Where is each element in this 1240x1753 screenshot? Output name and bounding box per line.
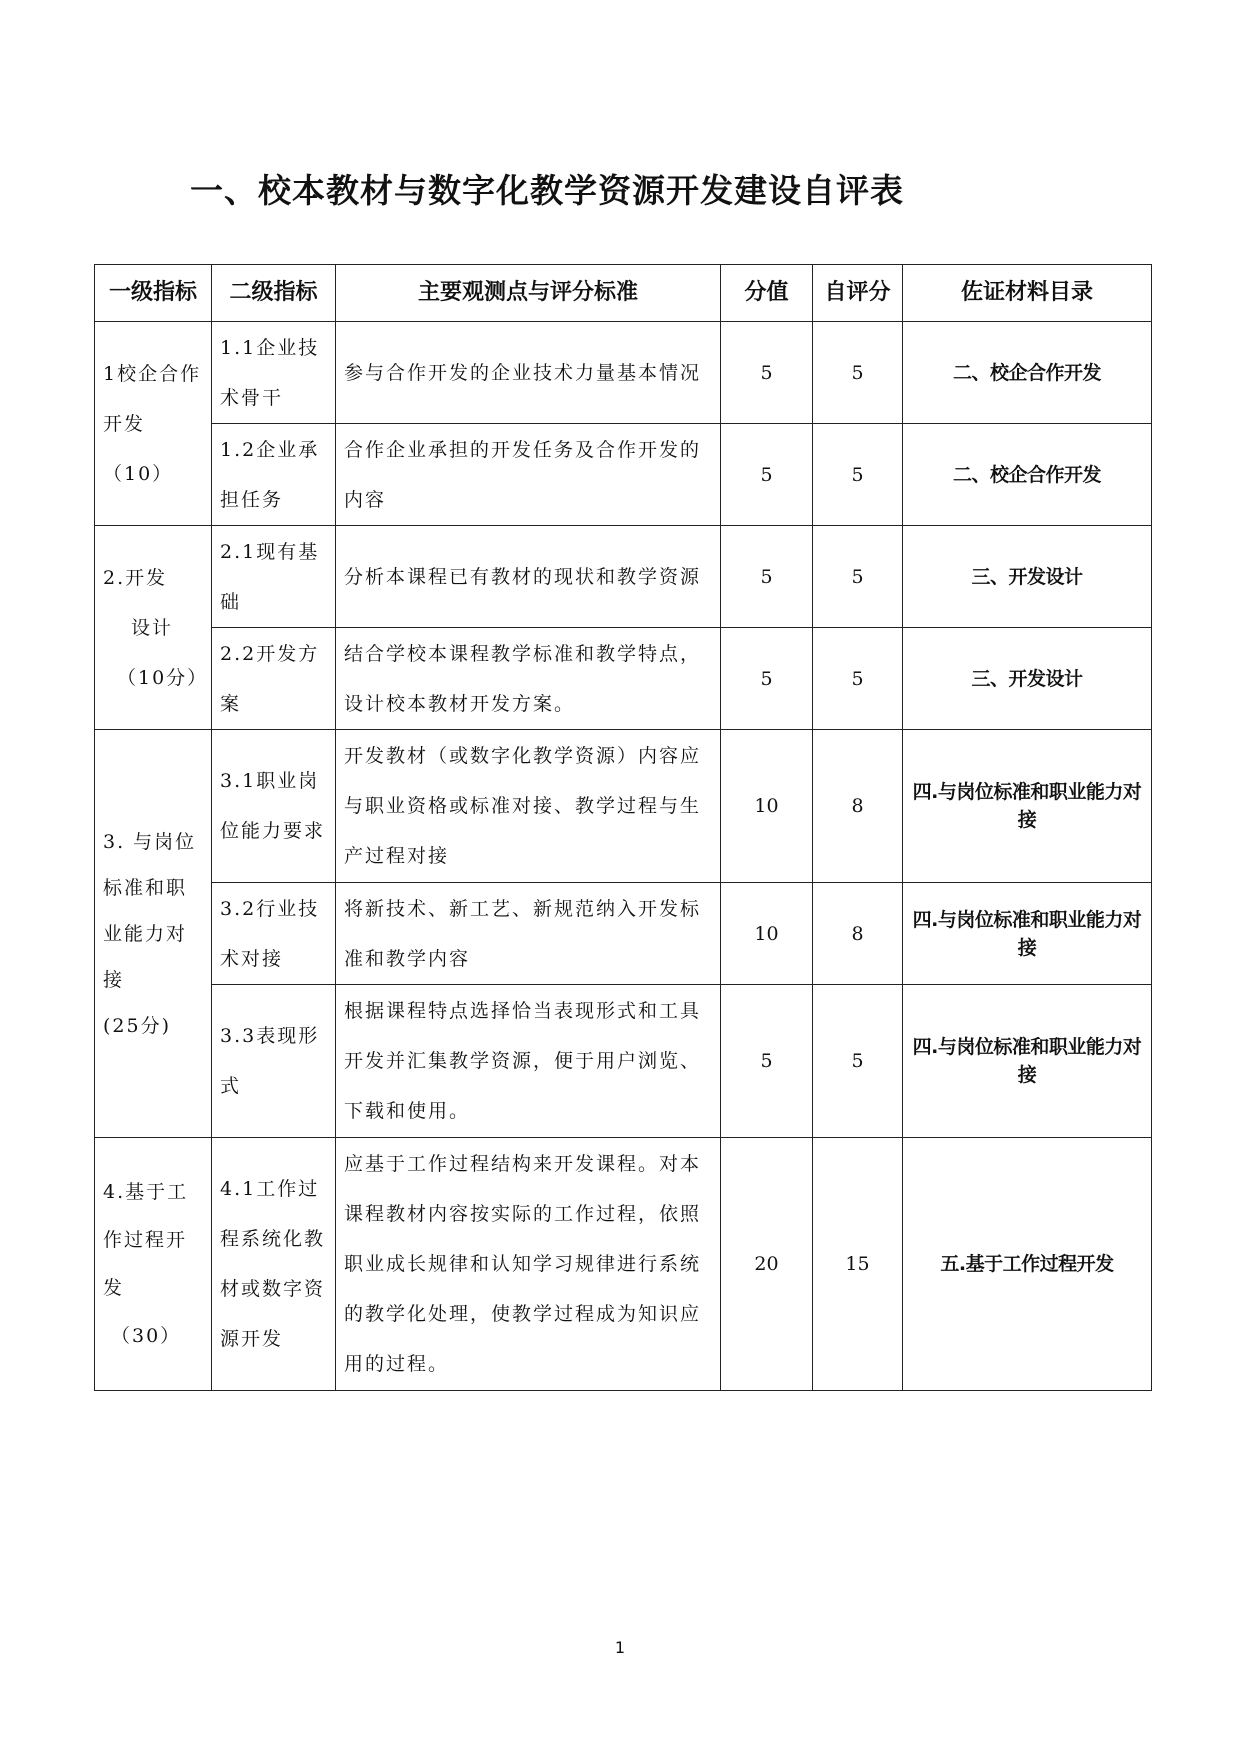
header-self-score: 自评分: [813, 265, 903, 322]
level1-indicator-line: 发: [103, 1277, 125, 1299]
level1-indicator-line: 标准和职: [103, 876, 188, 899]
standard-text: 将新技术、新工艺、新规范纳入开发标准和教学内容: [336, 883, 721, 985]
evidence-catalog: 五.基于工作过程开发: [903, 1138, 1152, 1391]
score-value: 5: [721, 526, 813, 628]
level1-indicator: [95, 730, 212, 1138]
self-score-value: 5: [813, 628, 903, 730]
level1-indicator-line: 4.基于工: [103, 1181, 189, 1203]
standard-text: 结合学校本课程教学标准和教学特点，设计校本教材开发方案。: [336, 628, 721, 730]
level1-indicator-line: （10分）: [117, 666, 209, 689]
score-value: 5: [721, 424, 813, 526]
self-score-value: 5: [813, 526, 903, 628]
score-value: 20: [721, 1138, 813, 1391]
level1-indicator: [95, 322, 212, 526]
level2-indicator: 1.1企业技术骨干: [212, 322, 336, 424]
evidence-catalog: 三、开发设计: [903, 526, 1152, 628]
header-standard: 主要观测点与评分标准: [336, 265, 721, 322]
header-score: 分值: [721, 265, 813, 322]
level2-indicator: 2.2开发方案: [212, 628, 336, 730]
evidence-catalog: 二、校企合作开发: [903, 322, 1152, 424]
page-number: 1: [614, 1638, 626, 1657]
standard-text: 根据课程特点选择恰当表现形式和工具开发并汇集教学资源，便于用户浏览、下载和使用。: [336, 985, 721, 1138]
self-score-value: 8: [813, 883, 903, 985]
header-level1: 一级指标: [95, 265, 212, 322]
evidence-catalog: 四.与岗位标准和职业能力对接: [903, 730, 1152, 883]
standard-text: 分析本课程已有教材的现状和教学资源: [336, 526, 721, 628]
header-row: [95, 265, 1152, 322]
level1-indicator-line: (25分): [103, 1014, 172, 1037]
level1-indicator-line: 开发（10）: [103, 412, 174, 485]
level2-indicator: 4.1工作过程系统化教材或数字资源开发: [212, 1138, 336, 1391]
level1-indicator-line: 接: [103, 968, 125, 991]
table-row: [95, 883, 1152, 985]
score-value: 10: [721, 730, 813, 883]
level1-indicator-line: 作过程开: [103, 1229, 188, 1251]
table-row: [95, 730, 1152, 883]
evidence-catalog: 三、开发设计: [903, 628, 1152, 730]
score-value: 5: [721, 985, 813, 1138]
level1-indicator-line: 1校企合作: [103, 362, 202, 385]
level1-indicator-line: （30）: [111, 1325, 182, 1347]
score-value: 10: [721, 883, 813, 985]
level2-indicator: 3.3表现形式: [212, 985, 336, 1138]
level2-indicator: 3.2行业技术对接: [212, 883, 336, 985]
header-level2: 二级指标: [212, 265, 336, 322]
self-score-value: 15: [813, 1138, 903, 1391]
level2-indicator: 2.1现有基础: [212, 526, 336, 628]
level1-indicator-line: 2.开发: [103, 566, 168, 589]
table-row: [95, 985, 1152, 1138]
page-title: 一、校本教材与数字化教学资源开发建设自评表: [190, 171, 904, 210]
standard-text: 合作企业承担的开发任务及合作开发的内容: [336, 424, 721, 526]
table-row: [95, 628, 1152, 730]
level1-indicator-line: 设计: [131, 616, 174, 639]
table-row: [95, 322, 1152, 424]
score-value: 5: [721, 322, 813, 424]
table-row: [95, 424, 1152, 526]
self-evaluation-table: [94, 264, 1152, 1391]
level1-indicator-line: 业能力对: [103, 922, 188, 945]
level2-indicator: 1.2企业承担任务: [212, 424, 336, 526]
level1-indicator: [95, 526, 212, 730]
self-score-value: 5: [813, 424, 903, 526]
level2-indicator: 3.1职业岗位能力要求: [212, 730, 336, 883]
evidence-catalog: 二、校企合作开发: [903, 424, 1152, 526]
self-score-value: 5: [813, 322, 903, 424]
header-evidence: 佐证材料目录: [903, 265, 1152, 322]
evidence-catalog: 四.与岗位标准和职业能力对接: [903, 985, 1152, 1138]
table-row: [95, 1138, 1152, 1391]
score-value: 5: [721, 628, 813, 730]
standard-text: 参与合作开发的企业技术力量基本情况: [336, 322, 721, 424]
self-score-value: 8: [813, 730, 903, 883]
table-body: [95, 322, 1152, 1391]
standard-text: 应基于工作过程结构来开发课程。对本课程教材内容按实际的工作过程，依照职业成长规律和认知学习规律进行系统的教学化处理，使教学过程成为知识应用的过程。: [336, 1138, 721, 1391]
level1-indicator: [95, 1138, 212, 1391]
evidence-catalog: 四.与岗位标准和职业能力对接: [903, 883, 1152, 985]
table-row: [95, 526, 1152, 628]
standard-text: 开发教材（或数字化教学资源）内容应与职业资格或标准对接、教学过程与生产过程对接: [336, 730, 721, 883]
self-score-value: 5: [813, 985, 903, 1138]
level1-indicator-line: 3. 与岗位: [103, 830, 197, 853]
